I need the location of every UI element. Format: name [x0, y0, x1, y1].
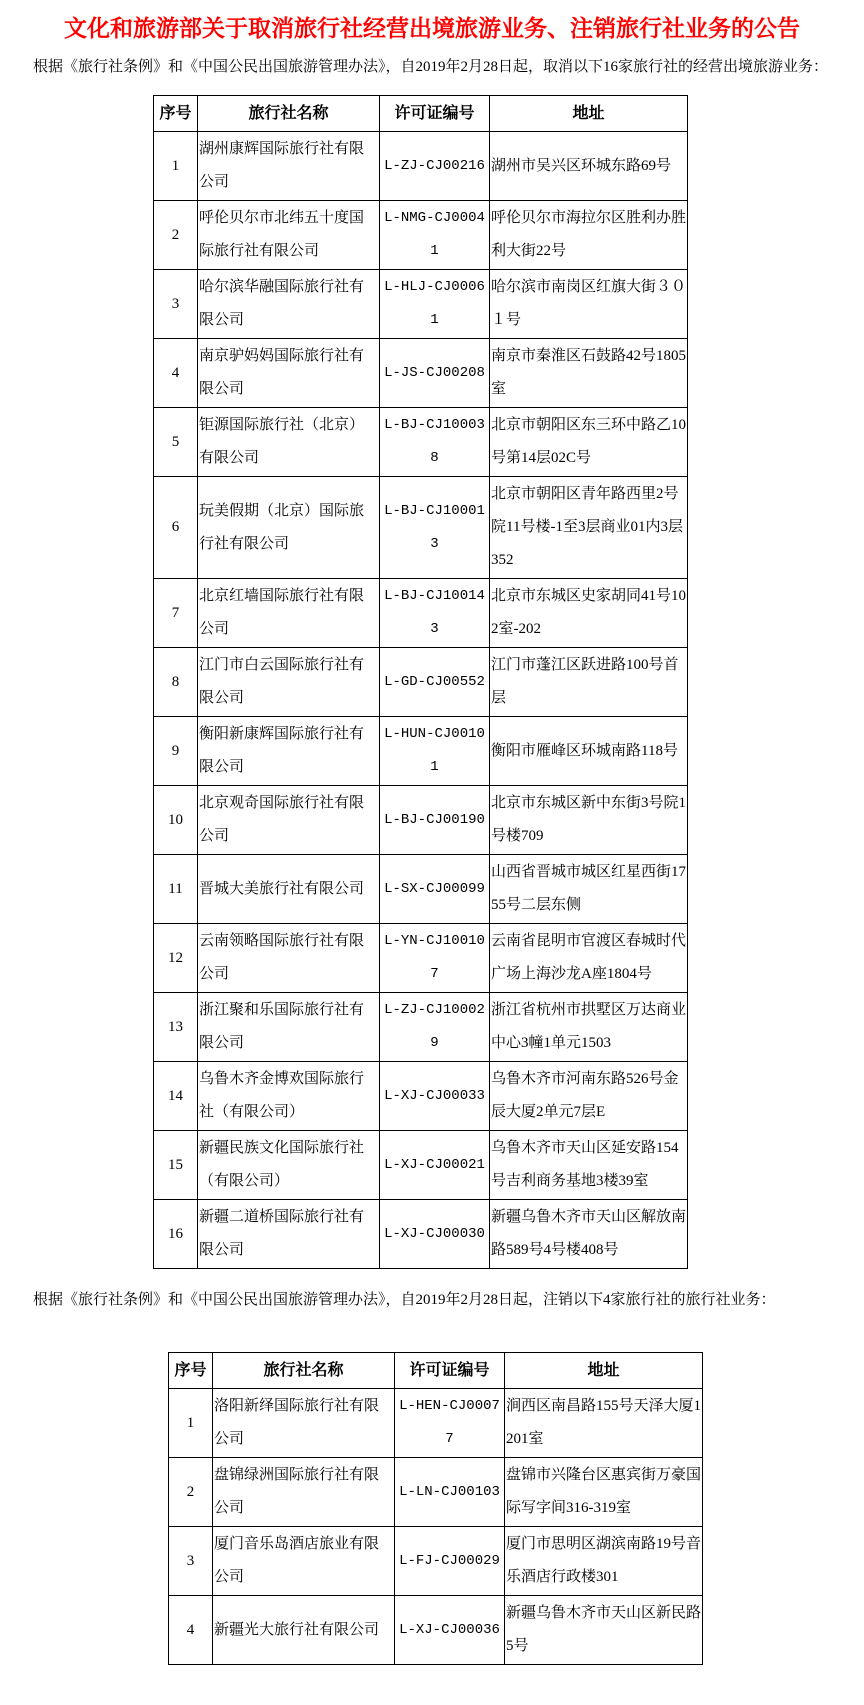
cell-seq: 15	[154, 1131, 198, 1200]
table-row	[169, 1389, 703, 1458]
cell-license-no: L-HLJ-CJ00061	[380, 270, 490, 339]
header-row	[169, 1353, 703, 1389]
column-header: 地址	[505, 1353, 703, 1389]
column-header: 旅行社名称	[198, 96, 380, 132]
column-header: 许可证编号	[395, 1353, 505, 1389]
cell-seq: 6	[154, 477, 198, 579]
cell-agency-name: 新疆民族文化国际旅行社（有限公司）	[198, 1131, 380, 1200]
table-row	[169, 1527, 703, 1596]
cell-agency-name: 南京驴妈妈国际旅行社有限公司	[198, 339, 380, 408]
cell-seq: 9	[154, 717, 198, 786]
cell-address: 湖州市吴兴区环城东路69号	[490, 132, 688, 201]
cell-address: 北京市朝阳区青年路西里2号院11号楼-1至3层商业01内3层352	[490, 477, 688, 579]
table-row	[154, 1131, 688, 1200]
column-header: 序号	[169, 1353, 213, 1389]
table-row	[154, 1200, 688, 1269]
cell-seq: 14	[154, 1062, 198, 1131]
cell-seq: 12	[154, 924, 198, 993]
cell-address: 北京市东城区新中东街3号院1号楼709	[490, 786, 688, 855]
deregistered-agencies-table	[168, 1352, 703, 1665]
cell-seq: 7	[154, 579, 198, 648]
cell-license-no: L-XJ-CJ00036	[395, 1596, 505, 1665]
cell-seq: 2	[154, 201, 198, 270]
table-row	[154, 786, 688, 855]
cancelled-agencies-table	[153, 95, 688, 1269]
table-header	[154, 96, 688, 132]
cell-license-no: L-BJ-CJ00190	[380, 786, 490, 855]
cell-license-no: L-LN-CJ00103	[395, 1458, 505, 1527]
cell-address: 北京市朝阳区东三环中路乙10号第14层02C号	[490, 408, 688, 477]
cell-address: 盘锦市兴隆台区惠宾街万豪国际写字间316-319室	[505, 1458, 703, 1527]
cell-license-no: L-NMG-CJ00041	[380, 201, 490, 270]
table-row	[169, 1596, 703, 1665]
header-row	[154, 96, 688, 132]
cell-seq: 4	[169, 1596, 213, 1665]
cell-address: 浙江省杭州市拱墅区万达商业中心3幢1单元1503	[490, 993, 688, 1062]
cell-seq: 5	[154, 408, 198, 477]
cell-address: 哈尔滨市南岗区红旗大街３０１号	[490, 270, 688, 339]
cell-license-no: L-FJ-CJ00029	[395, 1527, 505, 1596]
table-body	[169, 1389, 703, 1665]
cell-agency-name: 北京红墙国际旅行社有限公司	[198, 579, 380, 648]
cell-agency-name: 湖州康辉国际旅行社有限公司	[198, 132, 380, 201]
cell-address: 衡阳市雁峰区环城南路118号	[490, 717, 688, 786]
cell-license-no: L-GD-CJ00552	[380, 648, 490, 717]
column-header: 地址	[490, 96, 688, 132]
cell-agency-name: 钜源国际旅行社（北京）有限公司	[198, 408, 380, 477]
cell-license-no: L-SX-CJ00099	[380, 855, 490, 924]
cell-license-no: L-BJ-CJ100038	[380, 408, 490, 477]
cell-address: 新疆乌鲁木齐市天山区解放南路589号4号楼408号	[490, 1200, 688, 1269]
cell-address: 江门市蓬江区跃进路100号首层	[490, 648, 688, 717]
cell-agency-name: 北京观奇国际旅行社有限公司	[198, 786, 380, 855]
table-row	[154, 855, 688, 924]
table-row	[154, 408, 688, 477]
table-row	[154, 201, 688, 270]
cell-agency-name: 玩美假期（北京）国际旅行社有限公司	[198, 477, 380, 579]
table-row	[154, 339, 688, 408]
cell-seq: 2	[169, 1458, 213, 1527]
column-header: 序号	[154, 96, 198, 132]
cell-seq: 11	[154, 855, 198, 924]
cell-license-no: L-ZJ-CJ00216	[380, 132, 490, 201]
cell-license-no: L-JS-CJ00208	[380, 339, 490, 408]
cell-license-no: L-HUN-CJ00101	[380, 717, 490, 786]
intro-paragraph-deregister: 根据《旅行社条例》和《中国公民出国旅游管理办法》，自2019年2月28日起，注销以下4家旅行社的旅行社业务：	[33, 1292, 776, 1308]
cell-agency-name: 江门市白云国际旅行社有限公司	[198, 648, 380, 717]
table-row	[169, 1458, 703, 1527]
cell-agency-name: 哈尔滨华融国际旅行社有限公司	[198, 270, 380, 339]
table-row	[154, 132, 688, 201]
table-row	[154, 924, 688, 993]
cell-agency-name: 云南领略国际旅行社有限公司	[198, 924, 380, 993]
cell-address: 新疆乌鲁木齐市天山区新民路5号	[505, 1596, 703, 1665]
column-header: 许可证编号	[380, 96, 490, 132]
table-row	[154, 717, 688, 786]
table-row	[154, 1062, 688, 1131]
cell-seq: 4	[154, 339, 198, 408]
cell-seq: 8	[154, 648, 198, 717]
cell-agency-name: 厦门音乐岛酒店旅业有限公司	[213, 1527, 395, 1596]
cell-license-no: L-BJ-CJ100013	[380, 477, 490, 579]
cell-license-no: L-XJ-CJ00033	[380, 1062, 490, 1131]
cell-address: 乌鲁木齐市天山区延安路154号吉利商务基地3楼39室	[490, 1131, 688, 1200]
cell-agency-name: 浙江聚和乐国际旅行社有限公司	[198, 993, 380, 1062]
cell-agency-name: 盘锦绿洲国际旅行社有限公司	[213, 1458, 395, 1527]
column-header: 旅行社名称	[213, 1353, 395, 1389]
cell-license-no: L-ZJ-CJ100029	[380, 993, 490, 1062]
cell-agency-name: 新疆二道桥国际旅行社有限公司	[198, 1200, 380, 1269]
cell-agency-name: 呼伦贝尔市北纬五十度国际旅行社有限公司	[198, 201, 380, 270]
cell-seq: 3	[169, 1527, 213, 1596]
cell-agency-name: 洛阳新绎国际旅行社有限公司	[213, 1389, 395, 1458]
cell-license-no: L-XJ-CJ00030	[380, 1200, 490, 1269]
cell-address: 南京市秦淮区石鼓路42号1805室	[490, 339, 688, 408]
cell-license-no: L-HEN-CJ00077	[395, 1389, 505, 1458]
cell-license-no: L-YN-CJ100107	[380, 924, 490, 993]
cell-seq: 1	[154, 132, 198, 201]
cell-seq: 13	[154, 993, 198, 1062]
cell-license-no: L-XJ-CJ00021	[380, 1131, 490, 1200]
cell-address: 北京市东城区史家胡同41号102室-202	[490, 579, 688, 648]
cell-agency-name: 晋城大美旅行社有限公司	[198, 855, 380, 924]
cell-address: 厦门市思明区湖滨南路19号音乐酒店行政楼301	[505, 1527, 703, 1596]
table-row	[154, 648, 688, 717]
table-row	[154, 993, 688, 1062]
table-body	[154, 132, 688, 1269]
cell-address: 云南省昆明市官渡区春城时代广场上海沙龙A座1804号	[490, 924, 688, 993]
cell-address: 涧西区南昌路155号天泽大厦1201室	[505, 1389, 703, 1458]
table-row	[154, 579, 688, 648]
table-row	[154, 477, 688, 579]
cell-seq: 3	[154, 270, 198, 339]
table-header	[169, 1353, 703, 1389]
cell-seq: 10	[154, 786, 198, 855]
cell-license-no: L-BJ-CJ100143	[380, 579, 490, 648]
cell-seq: 16	[154, 1200, 198, 1269]
cell-agency-name: 乌鲁木齐金博欢国际旅行社（有限公司）	[198, 1062, 380, 1131]
table-row	[154, 270, 688, 339]
cell-address: 呼伦贝尔市海拉尔区胜利办胜利大街22号	[490, 201, 688, 270]
page-title: 文化和旅游部关于取消旅行社经营出境旅游业务、注销旅行社业务的公告	[64, 16, 800, 41]
cell-address: 山西省晋城市城区红星西街1755号二层东侧	[490, 855, 688, 924]
cell-agency-name: 衡阳新康辉国际旅行社有限公司	[198, 717, 380, 786]
cell-agency-name: 新疆光大旅行社有限公司	[213, 1596, 395, 1665]
intro-paragraph-cancel: 根据《旅行社条例》和《中国公民出国旅游管理办法》，自2019年2月28日起，取消以下16家旅行社的经营出境旅游业务：	[33, 59, 829, 75]
cell-seq: 1	[169, 1389, 213, 1458]
cell-address: 乌鲁木齐市河南东路526号金辰大厦2单元7层E	[490, 1062, 688, 1131]
